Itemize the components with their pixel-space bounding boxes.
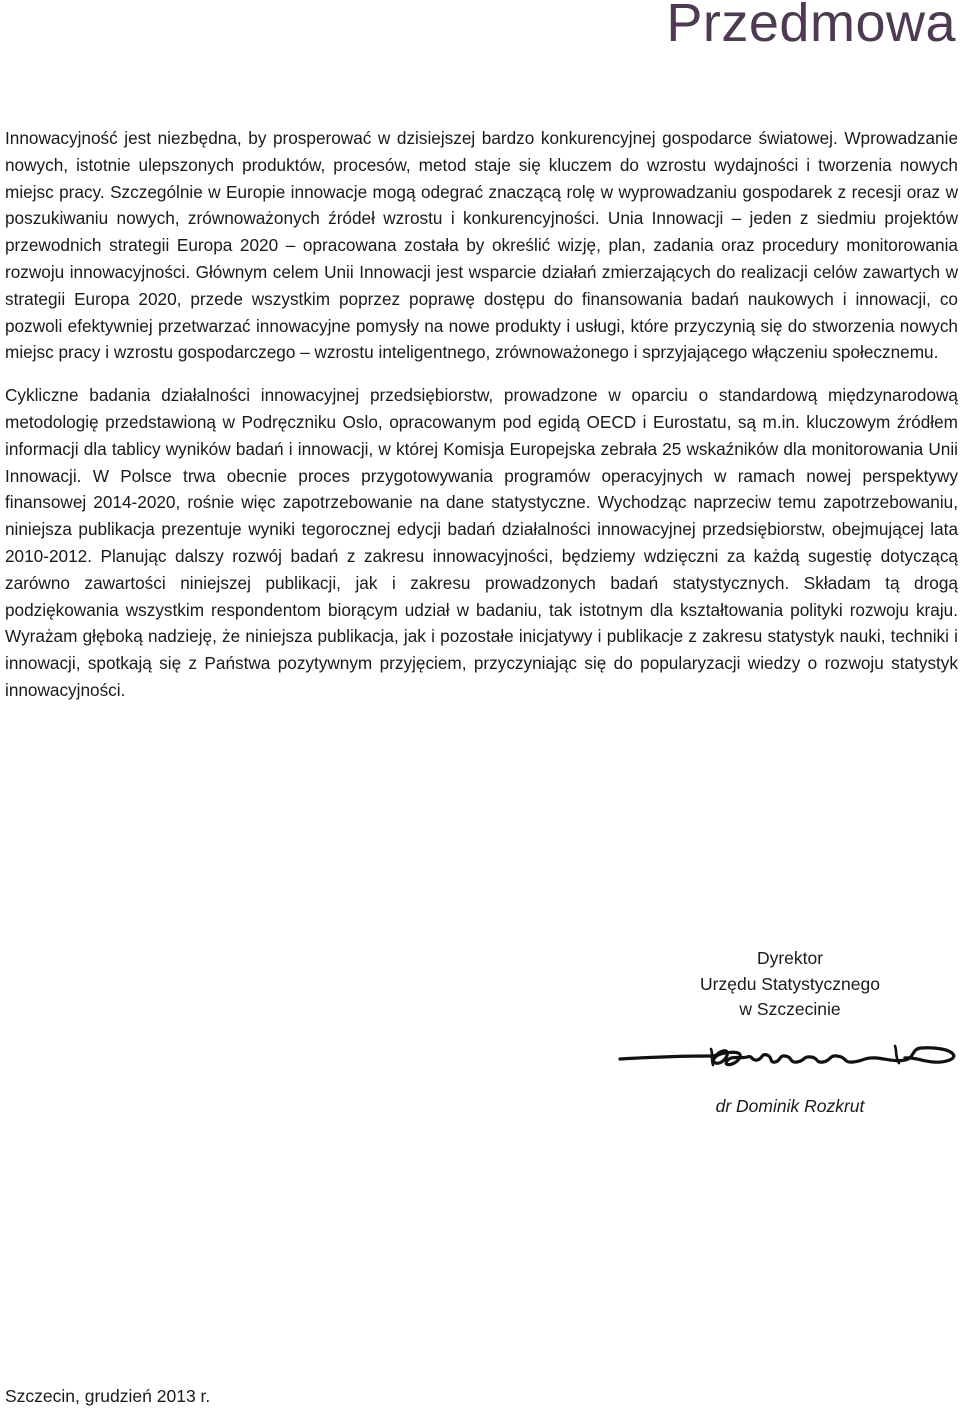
paragraph-2: Cykliczne badania działalności innowacyjnej przedsiębiorstw, prowadzone w oparciu o standardową międzynarodową metodologię przedstawioną w Podręczniku Oslo, opracowanym pod egidą OECD i Eurostatu, są m.in. kluczowym źródłem informacji dla tablicy wyników badań i innowacji, w której Komisja Europejska zebrała 25 wskaźników dla monitorowania Unii Innowacji. W Polsce trwa obecnie proces przygotowywania programów operacyjnych w ramach nowej perspektywy finansowej 2014-2020, rośnie więc zapotrzebowanie na dane statystyczne. Wychodząc naprzeciw temu zapotrzebowaniu, niniejsza publikacja prezentuje wyniki tegorocznej edycji badań działalności innowacyjnej przedsiębiorstw, obejmującej lata 2010-2012. Planując dalszy rozwój badań z zakresu innowacyjności, będziemy wdzięczni za każdą sugestię dotyczącą zarówno zawartości niniejszej publikacji, jak i zakresu prowadzonych badań statystycznych. Składam tą drogą podziękowania wszystkim respondentom biorącym udział w badaniu, tak istotnym dla kształtowania polityki rozwoju kraju. Wyrażam głęboką nadzieję, że niniejsza publikacja, jak i pozostałe inicjatywy i publikacje z zakresu statystyk nauki, techniki i innowacji, spotkają się z Państwa pozytywnym przyjęciem, przyczyniając się do popularyzacji wiedzy o rozwoju statystyk innowacyjności. xyxy=(5,385,958,700)
signatory-name: dr Dominik Rozkrut xyxy=(715,1096,865,1116)
signatory-office: Urzędu Statystycznego xyxy=(700,973,880,994)
signatory-role: Dyrektor xyxy=(756,948,824,968)
handwritten-signature-icon xyxy=(615,1037,960,1077)
page-title: Przedmowa xyxy=(666,0,956,53)
preface-body xyxy=(5,125,958,704)
paragraph-1: Innowacyjność jest niezbędna, by prosperować w dzisiejszej bardzo konkurencyjnej gospodarce światowej. Wprowadzanie nowych, istotnie ulepszonych produktów, procesów, metod staje się kluczem do wzrostu wydajności i tworzenia nowych miejsc pracy. Szczególnie w Europie innowacje mogą odegrać znaczącą rolę w wyprowadzaniu gospodarek z recesji oraz w poszukiwaniu nowych, zrównoważonych źródeł wzrostu i konkurencyjności. Unia Innowacji – jeden z siedmiu projektów przewodnich strategii Europa 2020 – opracowana została by określić wizję, plan, zadania oraz procedury monitorowania rozwoju innowacyjności. Głównym celem Unii Innowacji jest wsparcie działań zmierzających do realizacji celów zawartych w strategii Europa 2020, przede wszystkim poprzez poprawę dostępu do finansowania badań naukowych i innowacji, co pozwoli efektywniej przetwarzać innowacyjne pomysły na nowe produkty i usługi, które przyczynią się do stworzenia nowych miejsc pracy i wzrostu gospodarczego – wzrostu inteligentnego, zrównoważonego i sprzyjającego włączeniu społecznemu. xyxy=(5,128,958,363)
signatory-title xyxy=(610,946,960,1023)
place-date: Szczecin, grudzień 2013 r. xyxy=(5,1386,211,1406)
signatory-city: w Szczecinie xyxy=(739,999,841,1019)
